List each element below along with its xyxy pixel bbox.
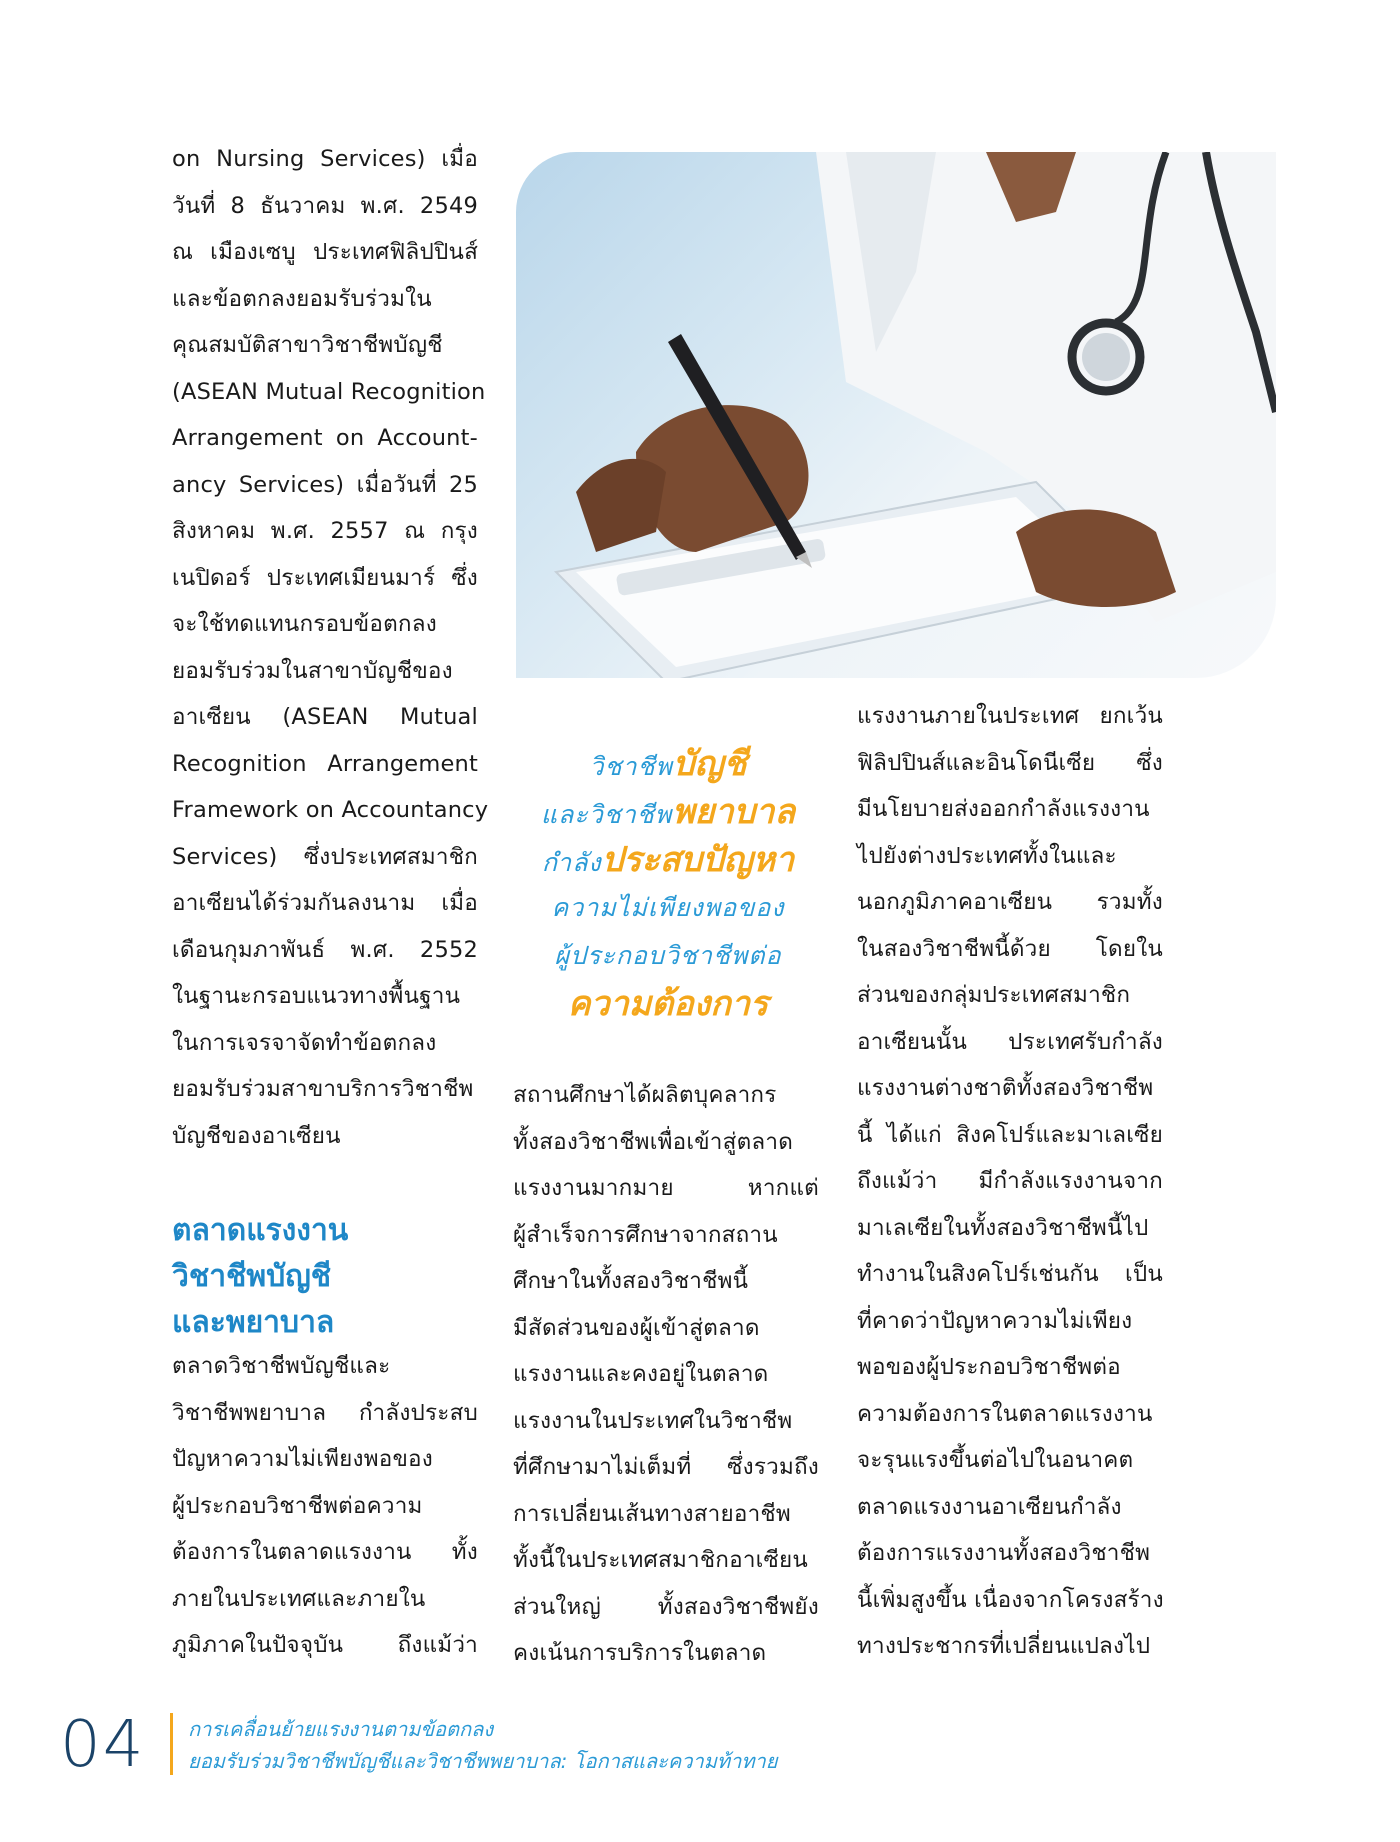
text-line: (ASEAN Mutual Recognition xyxy=(172,378,486,405)
section-heading-line: ตลาดแรงงาน xyxy=(172,1213,349,1248)
doctor-illustration xyxy=(516,152,1276,678)
text-line: ในฐานะกรอบแนวทางพื้นฐาน xyxy=(172,983,461,1009)
column-1-top xyxy=(172,136,489,1159)
pull-quote-line: ผู้ประกอบวิชาชีพต่อ xyxy=(554,941,782,970)
pull-quote-line xyxy=(513,740,823,788)
pull-quote xyxy=(513,740,823,1028)
footer-title-line-2: ยอมรับร่วมวิชาชีพบัญชีและวิชาชีพพยาบาล: โอกาสและความท้าทาย xyxy=(188,1749,778,1773)
footer-divider xyxy=(170,1713,173,1775)
pull-quote-line xyxy=(513,836,823,884)
text-line: ฟิลิปปินส์และอินโดนีเซีย ซึ่ง xyxy=(857,749,1163,776)
text-line: ทำงานในสิงคโปร์เช่นกัน เป็น xyxy=(857,1261,1163,1287)
text-line: ถึงแม้ว่า มีกำลังแรงงานจาก xyxy=(857,1168,1163,1194)
text-line: การเปลี่ยนเส้นทางสายอาชีพ xyxy=(513,1500,791,1527)
text-line: แรงงานภายในประเทศ ยกเว้น xyxy=(857,703,1163,729)
text-line: ภูมิภาคในปัจจุบัน ถึงแม้ว่า xyxy=(172,1632,478,1658)
text-line: ตลาดแรงงานอาเซียนกำลัง xyxy=(857,1493,1122,1520)
text-line: ทั้งนี้ในประเทศสมาชิกอาเซียน xyxy=(513,1547,808,1573)
text-line: มีสัดส่วนของผู้เข้าสู่ตลาด xyxy=(513,1314,760,1341)
text-line: ที่ศึกษามาไม่เต็มที่ ซึ่งรวมถึง xyxy=(513,1454,819,1480)
text-line: ที่คาดว่าปัญหาความไม่เพียง xyxy=(857,1307,1133,1334)
text-line: สถานศึกษาได้ผลิตบุคลากร xyxy=(513,1082,777,1108)
page-number: 04 xyxy=(60,1708,146,1782)
text-line: ภายในประเทศและภายใน xyxy=(172,1585,426,1612)
text-line: Recognition Arrangement xyxy=(172,750,478,777)
footer-title xyxy=(188,1713,777,1777)
text-line: ส่วนใหญ่ ทั้งสองวิชาชีพยัง xyxy=(513,1593,819,1620)
text-line: ทั้งสองวิชาชีพเพื่อเข้าสู่ตลาด xyxy=(513,1128,794,1155)
pull-quote-orange: พยาบาล xyxy=(672,792,796,832)
text-line: ต้องการแรงงานทั้งสองวิชาชีพ xyxy=(857,1540,1151,1566)
pull-quote-blue: วิชาชีพ xyxy=(589,752,673,781)
text-line: ในสองวิชาชีพนี้ด้วย โดยใน xyxy=(857,935,1163,962)
text-line: นี้ ได้แก่ สิงคโปร์และมาเลเซีย xyxy=(857,1121,1163,1148)
text-line: จะใช้ทดแทนกรอบข้อตกลง xyxy=(172,611,437,637)
text-line: ศึกษาในทั้งสองวิชาชีพนี้ xyxy=(513,1268,749,1294)
text-line: บัญชีของอาเซียน xyxy=(172,1122,341,1149)
text-line: Arrangement on Account- xyxy=(172,425,478,451)
pull-quote-line: ความต้องการ xyxy=(567,984,769,1024)
column-2 xyxy=(513,1072,819,1677)
section-heading xyxy=(172,1208,492,1346)
text-line: ณ เมืองเซบู ประเทศฟิลิปปินส์ xyxy=(172,239,478,265)
footer-title-line-1: การเคลื่อนย้ายแรงงานตามข้อตกลง xyxy=(188,1717,494,1741)
text-line: วิชาชีพพยาบาล กำลังประสบ xyxy=(172,1399,478,1426)
text-line: เดือนกุมภาพันธ์ พ.ศ. 2552 xyxy=(172,936,478,963)
text-line: Framework on Accountancy xyxy=(172,797,489,823)
pull-quote-line xyxy=(513,788,823,836)
text-line: และข้อตกลงยอมรับร่วมใน xyxy=(172,285,432,312)
text-line: ตลาดวิชาชีพบัญชีและ xyxy=(172,1353,391,1379)
text-line: ปัญหาความไม่เพียงพอของ xyxy=(172,1446,433,1472)
text-line: แรงงานมากมาย หากแต่ xyxy=(513,1175,819,1201)
text-line: แรงงานในประเทศในวิชาชีพ xyxy=(513,1407,793,1434)
text-line: อาเซียน (ASEAN Mutual xyxy=(172,704,478,730)
section-heading-line: วิชาชีพบัญชี xyxy=(172,1259,332,1294)
text-line: เนปิดอร์ ประเทศเมียนมาร์ ซึ่ง xyxy=(172,564,478,591)
column-1-bottom xyxy=(172,1343,478,1669)
text-line: ในการเจรจาจัดทำข้อตกลง xyxy=(172,1029,437,1056)
text-line: นอกภูมิภาคอาเซียน รวมทั้ง xyxy=(857,889,1163,915)
text-line: วันที่ 8 ธันวาคม พ.ศ. 2549 xyxy=(172,192,478,219)
text-line: สิงหาคม พ.ศ. 2557 ณ กรุง xyxy=(172,518,478,544)
text-line: Services) ซึ่งประเทศสมาชิก xyxy=(172,843,478,870)
text-line: มีนโยบายส่งออกกำลังแรงงาน xyxy=(857,796,1150,822)
text-line: นี้เพิ่มสูงขึ้น เนื่องจากโครงสร้าง xyxy=(857,1586,1164,1613)
pull-quote-blue: กำลัง xyxy=(541,848,602,877)
section-heading-line: และพยาบาล xyxy=(172,1305,335,1340)
pull-quote-orange: ประสบปัญหา xyxy=(601,840,795,880)
pull-quote-blue: และวิชาชีพ xyxy=(540,800,673,829)
text-line: ส่วนของกลุ่มประเทศสมาชิก xyxy=(857,982,1131,1008)
text-line: คุณสมบัติสาขาวิชาชีพบัญชี xyxy=(172,332,443,358)
text-line: ความต้องการในตลาดแรงงาน xyxy=(857,1400,1153,1427)
column-3 xyxy=(857,693,1163,1670)
pull-quote-orange: บัญชี xyxy=(672,744,747,784)
text-line: ไปยังต่างประเทศทั้งในและ xyxy=(857,842,1117,869)
text-line: on Nursing Services) เมื่อ xyxy=(172,146,478,172)
doctor-photo xyxy=(516,152,1276,678)
text-line: มาเลเซียในทั้งสองวิชาชีพนี้ไป xyxy=(857,1214,1149,1241)
text-line: ผู้สำเร็จการศึกษาจากสถาน xyxy=(513,1221,778,1248)
text-line: ยอมรับร่วมสาขาบริการวิชาชีพ xyxy=(172,1076,474,1102)
text-line: แรงงานต่างชาติทั้งสองวิชาชีพ xyxy=(857,1075,1154,1101)
text-line: คงเน้นการบริการในตลาด xyxy=(513,1640,767,1666)
text-line: ยอมรับร่วมในสาขาบัญชีของ xyxy=(172,657,453,684)
pull-quote-line: ความไม่เพียงพอของ xyxy=(551,893,785,922)
text-line: ผู้ประกอบวิชาชีพต่อความ xyxy=(172,1492,423,1519)
text-line: พอของผู้ประกอบวิชาชีพต่อ xyxy=(857,1354,1121,1380)
text-line: แรงงานและคงอยู่ในตลาด xyxy=(513,1361,769,1387)
text-line: อาเซียนนั้น ประเทศรับกำลัง xyxy=(857,1028,1163,1055)
text-line: อาเซียนได้ร่วมกันลงนาม เมื่อ xyxy=(172,890,478,916)
text-line: ต้องการในตลาดแรงงาน ทั้ง xyxy=(172,1539,478,1565)
page-footer xyxy=(60,1705,1360,1785)
text-line: ทางประชากรที่เปลี่ยนแปลงไป xyxy=(857,1633,1151,1659)
text-line: ancy Services) เมื่อวันที่ 25 xyxy=(172,471,478,498)
text-line: จะรุนแรงขึ้นต่อไปในอนาคต xyxy=(857,1447,1134,1473)
